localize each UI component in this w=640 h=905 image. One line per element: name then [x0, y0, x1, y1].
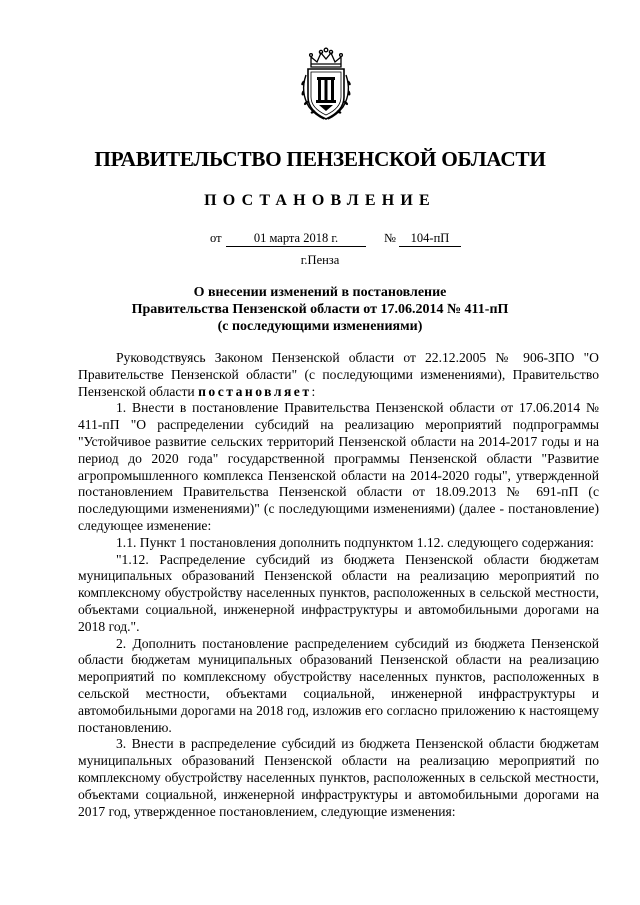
subject-line-3: (с последующими изменениями) — [217, 319, 423, 334]
paragraph-item-3: 3. Внести в распределение субсидий из бюджета Пензенской области бюджетам муниципальных образований Пензенской области на реализацию мероприятий по комплексному обустройству населенных пунктов, расположенных в сельской местности, объектами социальной, инженерной инфраструктуры и автомобильными дорогами на 2017 год, утвержденное постановлением, следующие изменения: — [78, 736, 599, 819]
paragraph-item-1-12: "1.12. Распределение субсидий из бюджета Пензенской области бюджетам муниципальных образований Пензенской области на реализацию мероприятий по комплексному обустройству населенных пунктов, расположенных в сельской местности, объектами социальной, инженерной инфраструктуры и автомобильными дорогами на 2018 год.". — [78, 551, 599, 634]
number-value: 104-пП — [399, 231, 461, 247]
subject-line-1: О внесении изменений в постановление — [193, 285, 447, 300]
number-field — [399, 231, 461, 247]
date-value: 01 марта 2018 г. — [226, 231, 366, 247]
paragraph-preamble — [78, 350, 599, 400]
subject-line-2: Правительства Пензенской области от 17.06.2014 № 411-пП — [131, 302, 509, 317]
government-title: ПРАВИТЕЛЬСТВО ПЕНЗЕНСКОЙ ОБЛАСТИ — [94, 147, 546, 171]
document-body — [78, 350, 599, 820]
preamble-colon: : — [311, 383, 316, 399]
date-label: от — [210, 231, 222, 245]
coat-of-arms-emblem — [297, 47, 355, 123]
preamble-text: Руководствуясь Законом Пензенской области от 22.12.2005 № 906-ЗПО "О Правительстве Пензенской области" (с последующими изменениями), Правительство Пензенской области — [78, 350, 599, 399]
city-label: г.Пенза — [300, 253, 340, 267]
paragraph-item-1: 1. Внести в постановление Правительства Пензенской области от 17.06.2014 № 411-пП "О распределении субсидий на реализацию мероприятий подпрограммы "Устойчивое развитие сельских территорий Пензенской области на 2014-2017 годы и на период до 2020 года" государственной программы Пензенской области "Развитие агропромышленного комплекса Пензенской области на 2014-2020 годы", утвержденной постановлением Правительства Пензенской области от 18.09.2013 № 691-пП (с последующими изменениями)" (с последующими изменениями) (далее - постановление) следующее изменение: — [78, 400, 599, 533]
resolves-word: постановляет — [198, 383, 312, 399]
number-label: № — [384, 231, 396, 245]
paragraph-item-1-1: 1.1. Пункт 1 постановления дополнить подпунктом 1.12. следующего содержания: — [116, 534, 594, 550]
subject-heading — [0, 284, 640, 335]
paragraph-item-2: 2. Дополнить постановление распределением субсидий из бюджета Пензенской области бюджетам муниципальных образований Пензенской области на реализацию мероприятий по комплексному обустройству населенных пунктов, расположенных в сельской местности, объектами социальной, инженерной инфраструктуры и автомобильными дорогами на 2018 год, изложив его согласно приложению к настоящему постановлению. — [78, 635, 599, 735]
date-field — [226, 231, 366, 247]
document-type-title: ПОСТАНОВЛЕНИЕ — [204, 192, 436, 209]
